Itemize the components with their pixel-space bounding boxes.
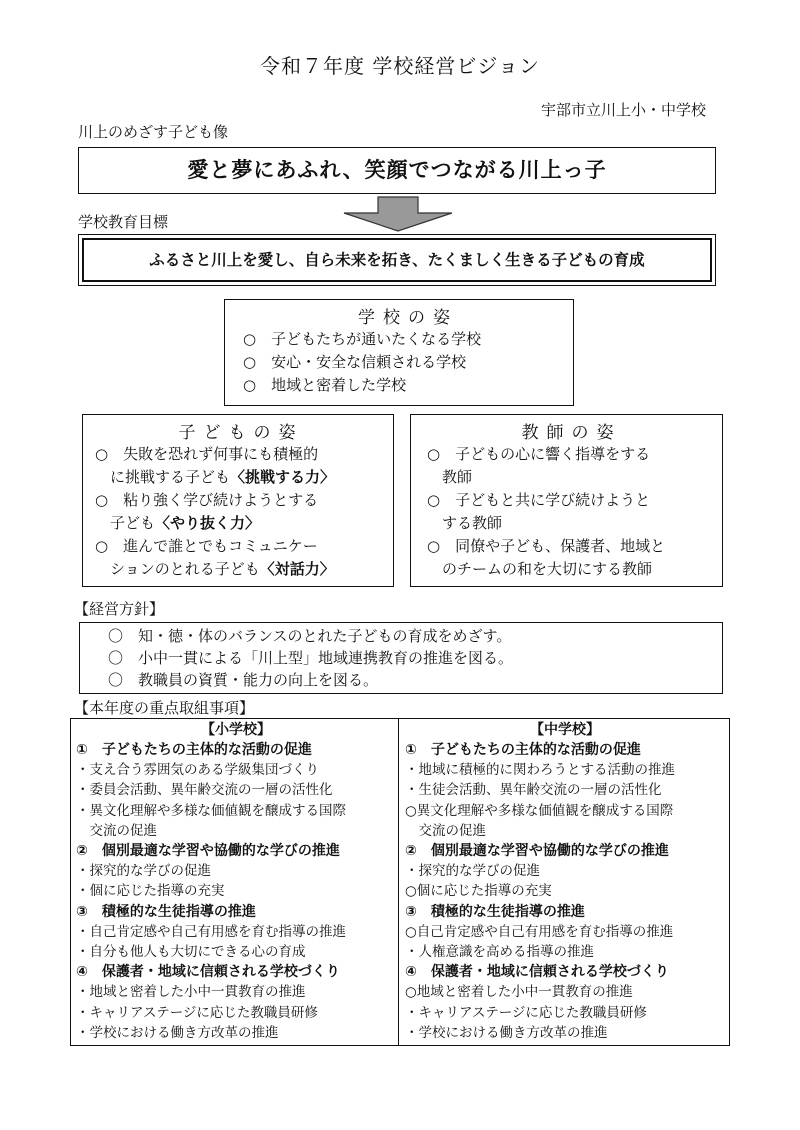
student-vision-line: ションのとれる子ども〈対話力〉 bbox=[95, 560, 335, 578]
child-motto-box: 愛と夢にあふれ、笑顔でつながる川上っ子 bbox=[78, 147, 716, 194]
priority-section-heading: ② 個別最適な学習や協働的な学びの推進 bbox=[405, 843, 669, 860]
teacher-vision-line: ○ 子どもと共に学び続けようと bbox=[427, 491, 651, 509]
priority-item: ・委員会活動、異年齢交流の一層の活性化 bbox=[76, 782, 333, 799]
teacher-vision-line: ○ 子どもの心に響く指導をする bbox=[427, 445, 651, 463]
priority-item: 交流の促進 bbox=[405, 822, 486, 839]
teacher-vision-line: 教師 bbox=[427, 468, 473, 486]
priority-item: ・個に応じた指導の充実 bbox=[76, 883, 225, 900]
priority-section-heading: ③ 積極的な生徒指導の推進 bbox=[405, 903, 585, 920]
school-name: 宇部市立川上小・中学校 bbox=[540, 101, 706, 119]
priority-item: ○自己肯定感や自己有用感を育む指導の推進 bbox=[405, 923, 674, 940]
elementary-column bbox=[76, 720, 396, 1043]
teacher-vision-line: する教師 bbox=[427, 514, 503, 532]
priority-item: ○個に応じた指導の充実 bbox=[405, 883, 552, 900]
teacher-vision-title: 教師の姿 bbox=[521, 423, 622, 443]
policy-box bbox=[79, 622, 723, 694]
priority-section-heading: ④ 保護者・地域に信頼される学校づくり bbox=[76, 964, 340, 981]
school-vision-item: ○ 子どもたちが通いたくなる学校 bbox=[243, 330, 482, 348]
school-vision-box bbox=[224, 299, 574, 406]
priority-item: ○地域と密着した小中一貫教育の推進 bbox=[405, 984, 633, 1001]
teacher-vision-box bbox=[410, 414, 723, 587]
policy-item: 〇 知・徳・体のバランスのとれた子どもの育成をめざす。 bbox=[108, 627, 512, 645]
priority-item: ・キャリアステージに応じた教職員研修 bbox=[405, 1004, 647, 1021]
student-vision-line: に挑戦する子ども〈挑戦する力〉 bbox=[95, 468, 336, 486]
priority-item: ・地域と密着した小中一貫教育の推進 bbox=[76, 984, 306, 1001]
priority-section-heading: ④ 保護者・地域に信頼される学校づくり bbox=[405, 964, 669, 981]
school-vision-item: ○ 地域と密着した学校 bbox=[243, 376, 407, 394]
priority-section-heading: ② 個別最適な学習や協働的な学びの推進 bbox=[76, 843, 340, 860]
student-vision-line: ○ 失敗を恐れず何事にも積極的 bbox=[95, 445, 319, 463]
teacher-vision-line: ○ 同僚や子ども、保護者、地域と bbox=[427, 537, 666, 555]
student-vision-box bbox=[82, 414, 394, 587]
priority-item: ・学校における働き方改革の推進 bbox=[76, 1024, 279, 1041]
priority-item: ・支え合う雰囲気のある学級集団づくり bbox=[76, 762, 319, 779]
page-title: 令和７年度 学校経営ビジョン bbox=[260, 54, 540, 78]
priority-item: ・探究的な学びの促進 bbox=[76, 863, 211, 880]
priority-item: ・キャリアステージに応じた教職員研修 bbox=[76, 1004, 318, 1021]
priority-label: 【本年度の重点取組事項】 bbox=[74, 699, 255, 717]
policy-item: 〇 小中一貫による「川上型」地域連携教育の推進を図る。 bbox=[108, 649, 514, 667]
down-arrow-icon bbox=[340, 196, 456, 232]
priority-item: ・異文化理解や多様な価値観を醸成する国際 bbox=[76, 802, 346, 819]
priority-item: ・地域に積極的に関わろうとする活動の推進 bbox=[405, 762, 675, 779]
junior-high-header: 【中学校】 bbox=[530, 722, 600, 738]
priority-item: ・人権意識を高める指導の推進 bbox=[405, 944, 594, 961]
goal-box bbox=[78, 234, 716, 286]
policy-label: 【経営方針】 bbox=[74, 600, 165, 618]
school-vision-title: 学校の姿 bbox=[358, 308, 458, 328]
child-image-label: 川上のめざす子ども像 bbox=[78, 123, 229, 141]
elementary-header: 【小学校】 bbox=[201, 722, 271, 738]
priority-item: ○異文化理解や多様な価値観を醸成する国際 bbox=[405, 802, 674, 819]
goal-text: ふるさと川上を愛し、自ら未来を拓き、たくましく生きる子どもの育成 bbox=[82, 238, 712, 282]
priority-item: ・自分も他人も大切にできる心の育成 bbox=[76, 944, 306, 961]
student-vision-line: ○ 進んで誰とでもコミュニケー bbox=[95, 537, 318, 555]
priority-item: ・自己肯定感や自己有用感を育む指導の推進 bbox=[76, 923, 346, 940]
priority-item: ・探究的な学びの促進 bbox=[405, 863, 540, 880]
student-vision-title: 子どもの姿 bbox=[178, 423, 304, 443]
priority-section-heading: ① 子どもたちの主体的な活動の促進 bbox=[405, 742, 641, 758]
goal-label: 学校教育目標 bbox=[78, 213, 169, 231]
policy-item: 〇 教職員の資質・能力の向上を図る。 bbox=[108, 671, 379, 689]
priority-item: 交流の促進 bbox=[76, 822, 157, 839]
student-vision-line: 子ども〈やり抜く力〉 bbox=[95, 514, 261, 532]
teacher-vision-line: のチームの和を大切にする教師 bbox=[427, 560, 653, 578]
school-vision-item: ○ 安心・安全な信頼される学校 bbox=[243, 353, 467, 371]
priority-section-heading: ③ 積極的な生徒指導の推進 bbox=[76, 903, 256, 920]
table-divider bbox=[398, 718, 399, 1046]
priority-item: ・生徒会活動、異年齢交流の一層の活性化 bbox=[405, 782, 662, 799]
junior-high-column bbox=[405, 720, 725, 1043]
student-vision-line: ○ 粘り強く学び続けようとする bbox=[95, 491, 319, 509]
priority-section-heading: ① 子どもたちの主体的な活動の促進 bbox=[76, 742, 312, 758]
priority-item: ・学校における働き方改革の推進 bbox=[405, 1024, 608, 1041]
